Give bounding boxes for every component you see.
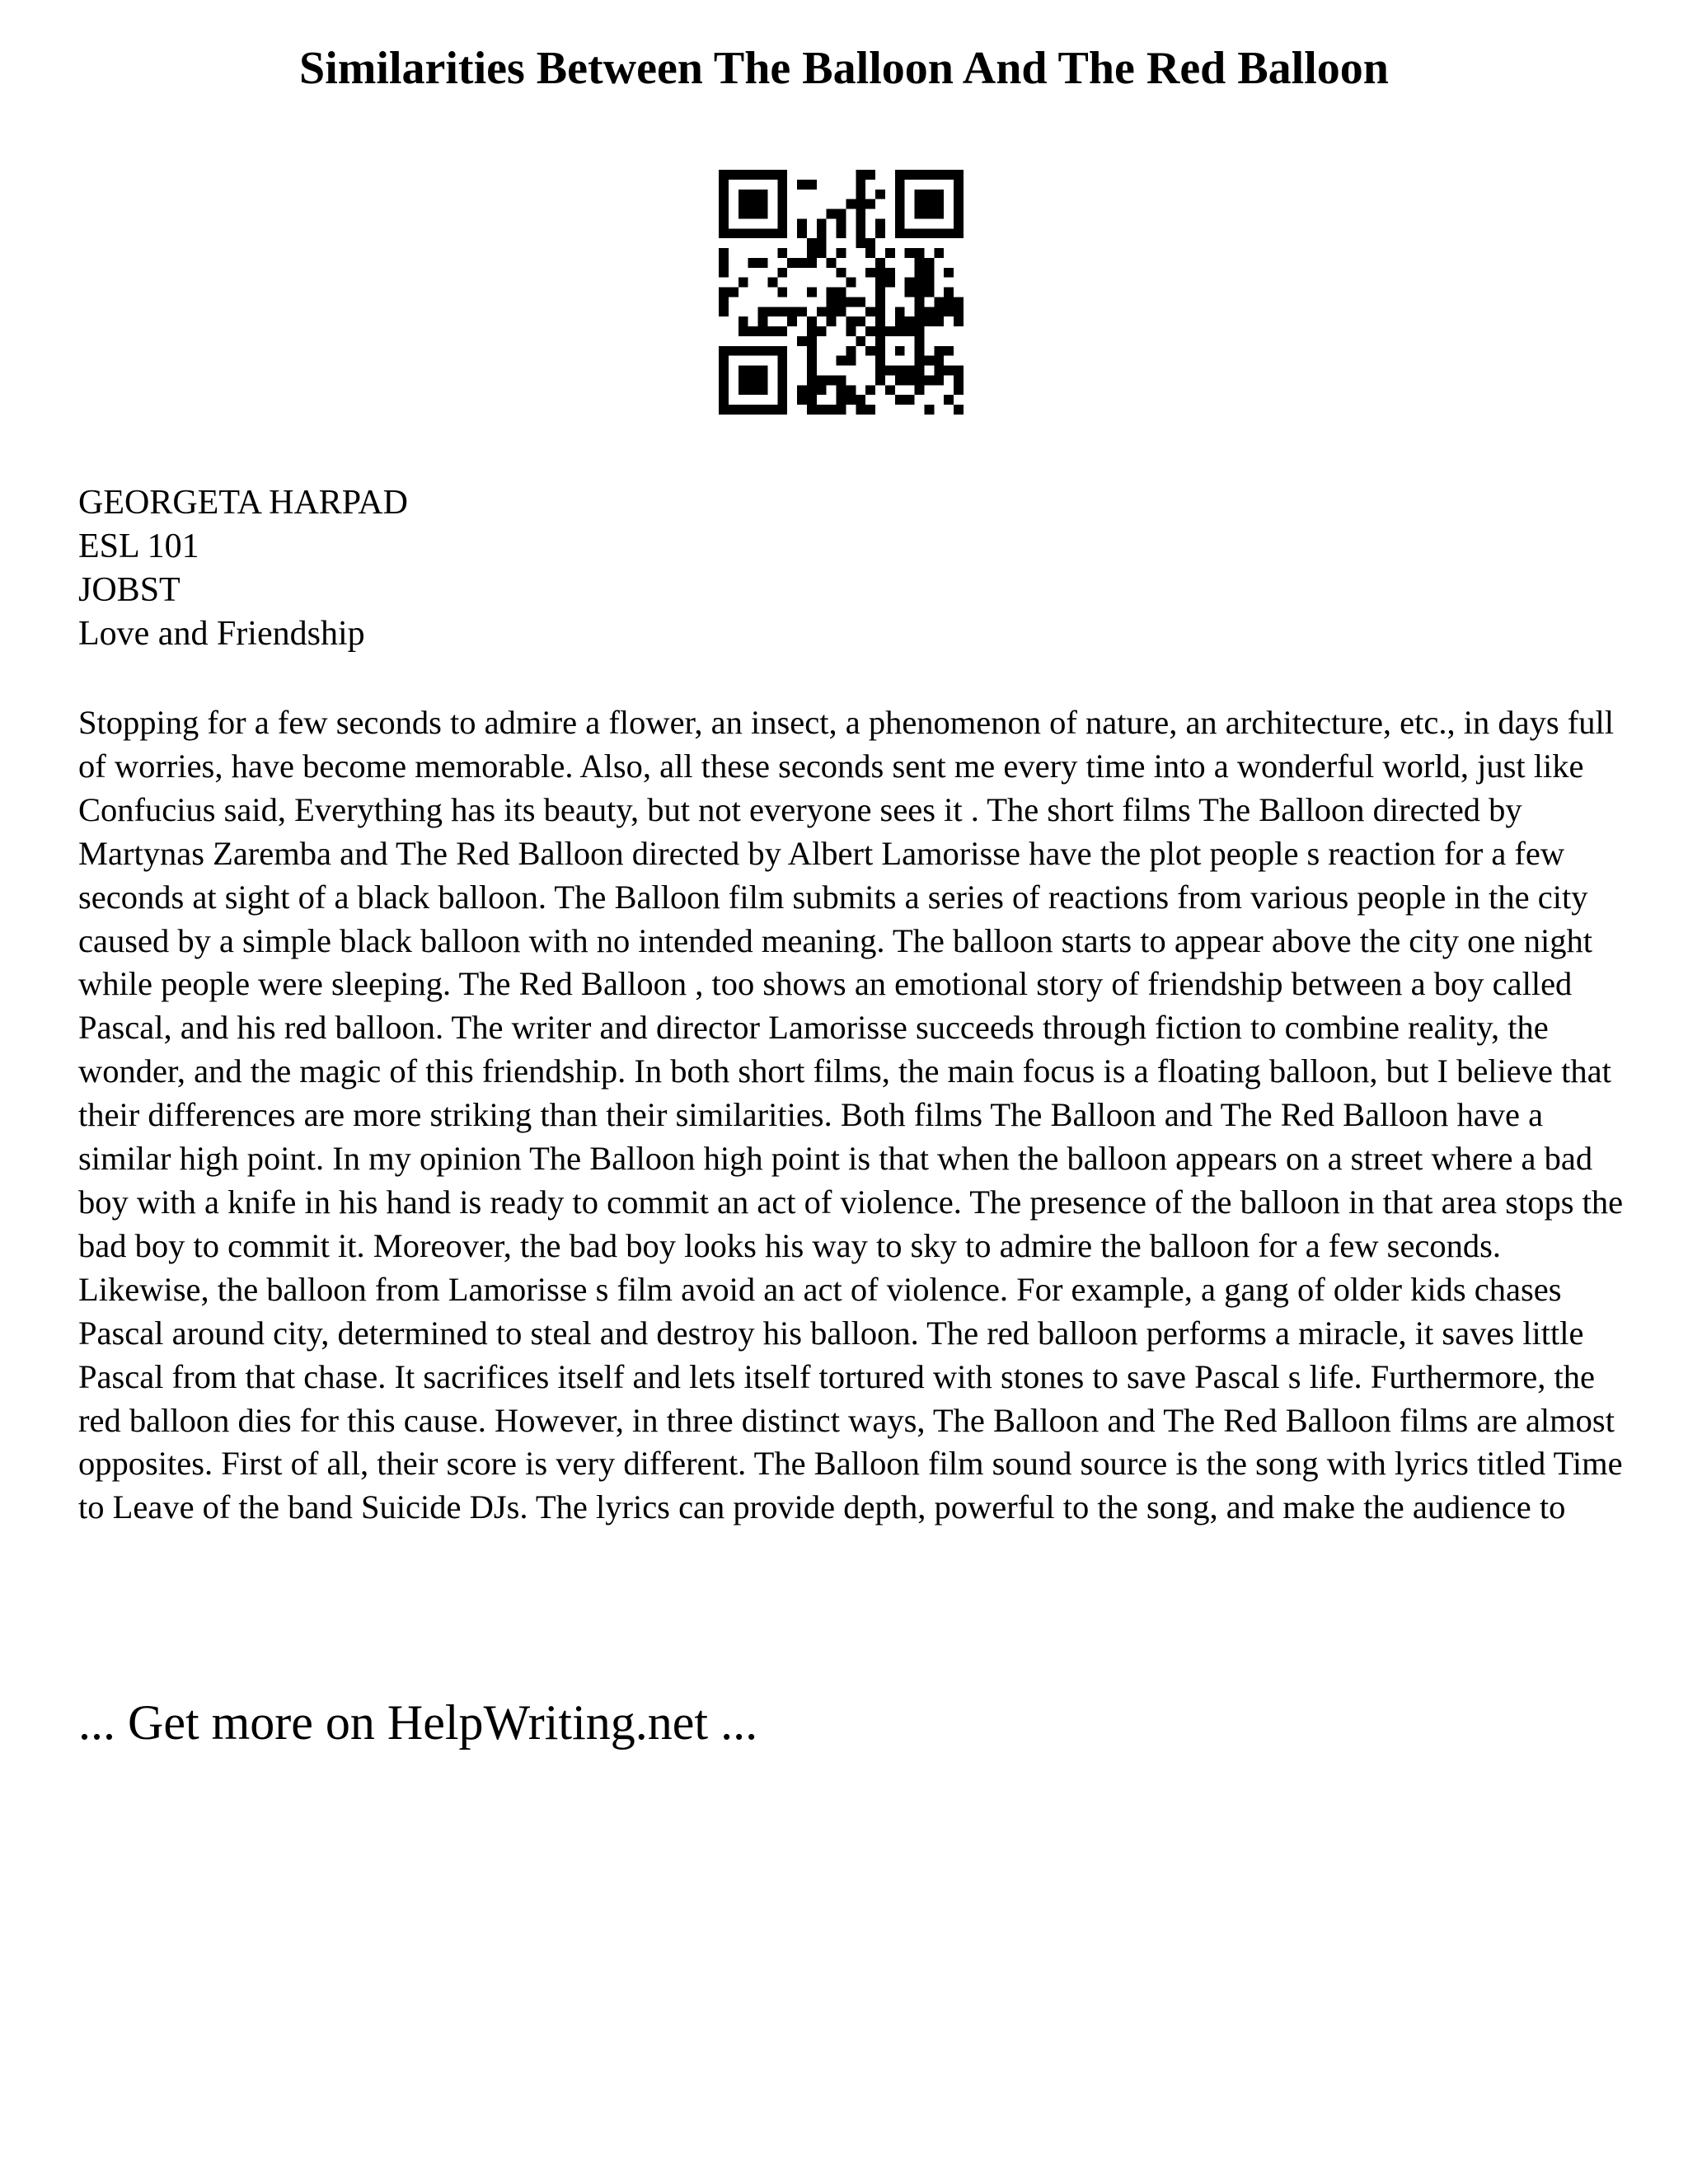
course-name: ESL 101: [78, 527, 199, 565]
instructor-name: JOBST: [78, 571, 181, 609]
author-name: GEORGETA HARPAD: [78, 484, 408, 522]
qr-code-graphic: [719, 170, 964, 415]
document-title: Similarities Between The Balloon And The Red Balloon: [299, 43, 1389, 94]
qr-code-icon[interactable]: [719, 170, 964, 415]
essay-subtitle: Love and Friendship: [78, 615, 365, 653]
get-more-link[interactable]: ... Get more on HelpWriting.net ...: [78, 1695, 758, 1750]
essay-body: Stopping for a few seconds to admire a flower, an insect, a phenomenon of nature, an architecture, etc., in days full of worries, have become memorable. Also, all these seconds sent me every time into a wonderful world, just like Confucius said, Everything has its beauty, but not everyone sees it . The short films The Balloon directed by Martynas Zaremba and The Red Balloon directed by Albert Lamorisse have the plot people s reaction for a few seconds at sight of a black balloon. The Balloon film submits a series of reactions from various people in the city caused by a simple black balloon with no intended meaning. The balloon starts to appear above the city one night while people were sleeping. The Red Balloon , too shows an emotional story of friendship between a boy called Pascal, and his red balloon. The writer and director Lamorisse succeeds through fiction to combine reality, the wonder, and the magic of this friendship. In both short films, the main focus is a floating balloon, but I believe that their differences are more striking than their similarities. Both films The Balloon and The Red Balloon have a similar high point. In my opinion The Balloon high point is that when the balloon appears on a street where a bad boy with a knife in his hand is ready to commit an act of violence. The presence of the balloon in that area stops the bad boy to commit it. Moreover, the bad boy looks his way to sky to admire the balloon for a few seconds. Likewise, the balloon from Lamorisse s film avoid an act of violence. For example, a gang of older kids chases Pascal around city, determined to steal and destroy his balloon. The red balloon performs a miracle, it saves little Pascal from that chase. It sacrifices itself and lets itself tortured with stones to save Pascal s life. Furthermore, the red balloon dies for this cause. However, in three distinct ways, The Balloon and The Red Balloon films are almost opposites. First of all, their score is very different. The Balloon film sound source is the song with lyrics titled Time to Leave of the band Suicide DJs. The lyrics can provide depth, powerful to the song, and make the audience to: [78, 704, 1624, 1526]
author-block: [78, 481, 408, 656]
